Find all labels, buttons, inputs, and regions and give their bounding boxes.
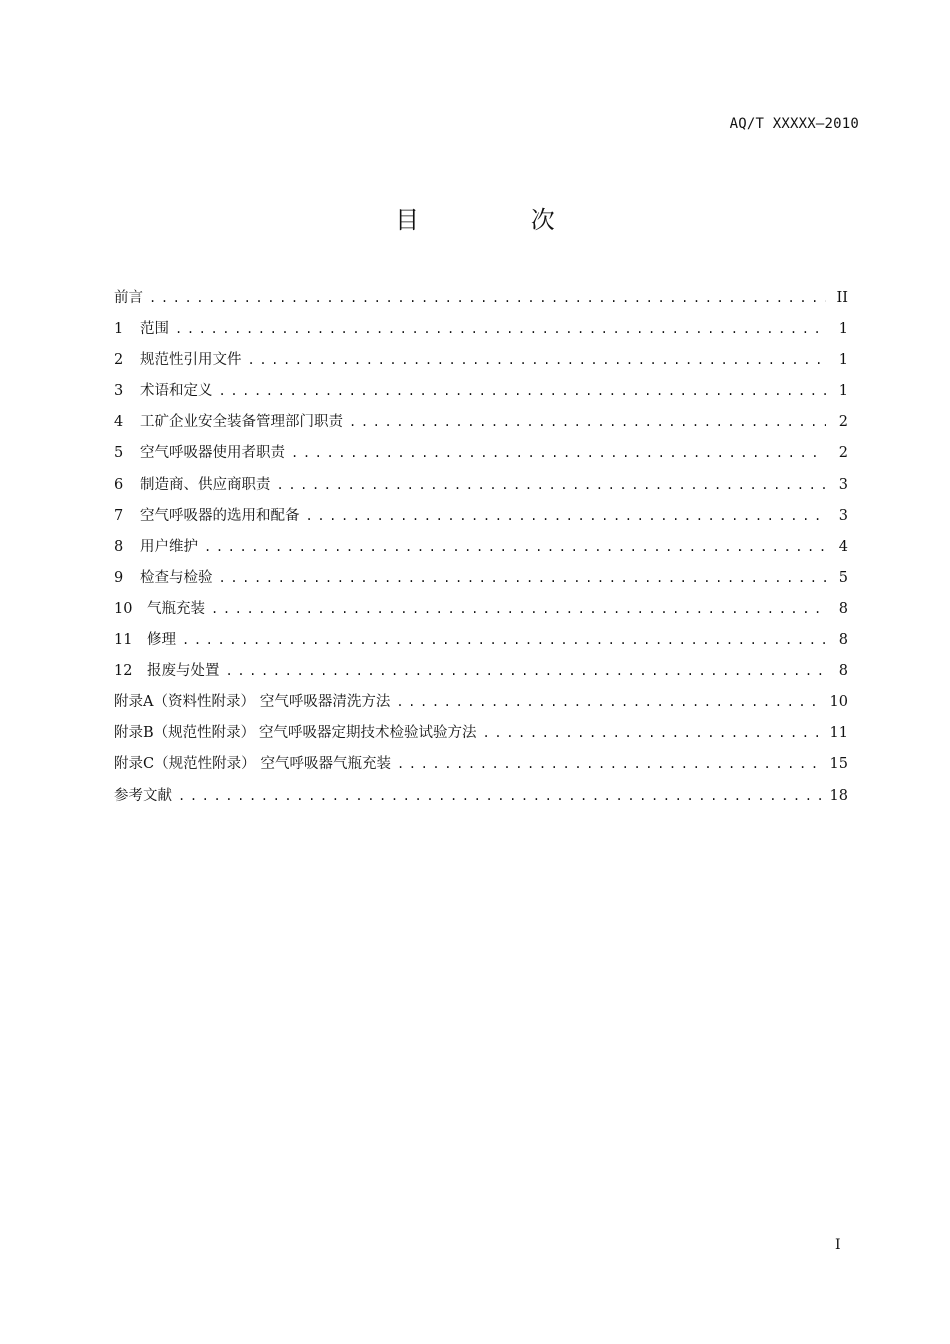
toc-entry-page: 8	[838, 600, 848, 617]
toc-entry-label: 制造商、供应商职责	[140, 476, 271, 493]
table-of-contents	[114, 283, 864, 812]
toc-entry-label: 空气呼吸器的选用和配备	[140, 507, 300, 524]
page-number: I	[835, 1237, 841, 1253]
toc-entry-number: 8	[114, 538, 124, 555]
toc-entry-page: 1	[838, 352, 848, 369]
toc-title: 目 次	[395, 206, 607, 234]
toc-entry-number: 附录A（资料性附录）	[114, 694, 255, 711]
toc-entry-page: II	[836, 290, 848, 306]
toc-entry-8[interactable]	[114, 532, 864, 563]
toc-entry-number: 11	[114, 632, 133, 649]
toc-entry-label: 空气呼吸器气瓶充装	[260, 756, 391, 773]
toc-entry-page: 1	[838, 383, 848, 400]
toc-leader-dots	[178, 781, 824, 812]
toc-entry-page: 3	[838, 507, 848, 524]
toc-entry-label: 规范性引用文件	[140, 352, 242, 369]
toc-leader-dots	[396, 687, 823, 718]
toc-entry-label: 范围	[140, 321, 169, 338]
toc-entry-appendix-c[interactable]	[114, 749, 864, 780]
toc-entry-number: 2	[114, 352, 124, 369]
toc-entry-label: 空气呼吸器清洗方法	[259, 694, 391, 711]
toc-entry-number: 5	[114, 445, 124, 462]
toc-entry-number: 10	[114, 600, 133, 617]
toc-entry-page: 8	[838, 632, 848, 649]
toc-entry-label: 检查与检验	[140, 569, 213, 586]
toc-entry-page: 8	[838, 663, 848, 680]
toc-leader-dots	[277, 470, 827, 501]
toc-entry-number: 7	[114, 507, 124, 524]
toc-leader-dots	[175, 314, 826, 345]
toc-entry-label: 术语和定义	[140, 383, 213, 400]
toc-entry-number: 9	[114, 569, 124, 586]
toc-entry-number: 6	[114, 476, 124, 493]
toc-entry-label: 报废与处置	[147, 663, 220, 680]
toc-entry-label: 参考文献	[114, 787, 172, 804]
toc-entry-label: 用户维护	[140, 538, 198, 555]
toc-entry-label: 前言	[114, 290, 143, 306]
toc-leader-dots	[226, 656, 827, 687]
toc-leader-dots	[182, 625, 826, 656]
toc-entry-2[interactable]	[114, 345, 864, 376]
toc-entry-6[interactable]	[114, 470, 864, 501]
toc-leader-dots	[149, 283, 826, 314]
toc-entry-page: 4	[838, 538, 848, 555]
toc-entry-page: 5	[838, 569, 848, 586]
toc-entry-page: 10	[829, 694, 848, 711]
toc-entry-11[interactable]	[114, 625, 864, 656]
toc-entry-1[interactable]	[114, 314, 864, 345]
toc-entry-references[interactable]	[114, 781, 864, 812]
toc-entry-page: 3	[838, 476, 848, 493]
toc-leader-dots	[291, 438, 826, 469]
toc-entry-page: 1	[838, 321, 848, 338]
toc-entry-appendix-b[interactable]	[114, 718, 864, 749]
toc-leader-dots	[397, 749, 824, 780]
toc-entry-label: 气瓶充装	[147, 600, 205, 617]
toc-entry-number: 附录C（规范性附录）	[114, 756, 256, 773]
toc-entry-page: 2	[838, 414, 848, 431]
toc-entry-label: 修理	[147, 632, 176, 649]
toc-entry-7[interactable]	[114, 501, 864, 532]
toc-entry-number: 12	[114, 663, 133, 680]
toc-entry-5[interactable]	[114, 438, 864, 469]
toc-entry-appendix-a[interactable]	[114, 687, 864, 718]
toc-leader-dots	[483, 718, 824, 749]
toc-leader-dots	[248, 345, 827, 376]
toc-leader-dots	[211, 594, 826, 625]
toc-leader-dots	[219, 563, 827, 594]
toc-leader-dots	[349, 407, 826, 438]
toc-leader-dots	[204, 532, 826, 563]
toc-leader-dots	[219, 376, 827, 407]
toc-entry-number: 1	[114, 321, 124, 338]
toc-entry-3[interactable]	[114, 376, 864, 407]
toc-entry-number: 附录B（规范性附录）	[114, 725, 256, 742]
toc-entry-label: 工矿企业安全装备管理部门职责	[140, 414, 343, 431]
toc-leader-dots	[306, 501, 827, 532]
toc-entry-page: 11	[829, 725, 848, 742]
toc-entry-number: 4	[114, 414, 124, 431]
toc-entry-4[interactable]	[114, 407, 864, 438]
toc-entry-10[interactable]	[114, 594, 864, 625]
toc-entry-label: 空气呼吸器使用者职责	[140, 445, 285, 462]
toc-entry-number: 3	[114, 383, 124, 400]
toc-entry-page: 18	[829, 787, 848, 804]
toc-entry-9[interactable]	[114, 563, 864, 594]
toc-entry-preface[interactable]	[114, 283, 864, 314]
toc-entry-12[interactable]	[114, 656, 864, 687]
toc-entry-label: 空气呼吸器定期技术检验试验方法	[259, 725, 477, 742]
toc-entry-page: 15	[829, 756, 848, 773]
toc-entry-page: 2	[838, 445, 848, 462]
document-code: AQ/T XXXXX—2010	[729, 116, 859, 132]
